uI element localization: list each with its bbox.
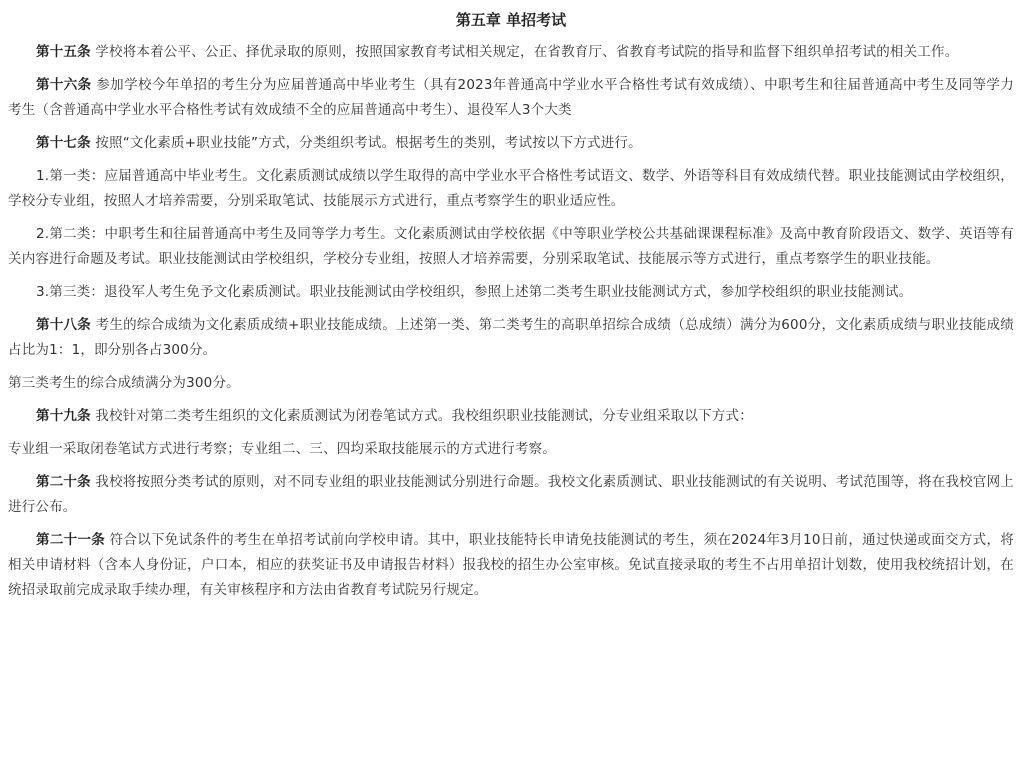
paragraph [8, 371, 1014, 396]
paragraph [8, 222, 1014, 272]
paragraph [8, 528, 1014, 603]
chapter-title: 第五章 单招考试 [455, 11, 567, 29]
article-number: 第十七条 [36, 135, 91, 151]
paragraph-text: 3.第三类：退役军人考生免予文化素质测试。职业技能测试由学校组织，参照上述第二类考生职业技能测试方式，参加学校组织的职业技能测试。 [36, 284, 913, 300]
paragraph-text: 我校针对第二类考生组织的文化素质测试为闭卷笔试方式。我校组织职业技能测试，分专业组采取以下方式： [90, 408, 753, 424]
paragraph [8, 313, 1014, 363]
paragraph [8, 404, 1014, 429]
paragraph-text: 1.第一类：应届普通高中毕业考生。文化素质测试成绩以学生取得的高中学业水平合格性考试语文、数学、外语等科目有效成绩代替。职业技能测试由学校组织，学校分专业组，按照人才培养需要，分别采取笔试、技能展示方式进行，重点考察学生的职业适应性。 [8, 168, 1014, 209]
article-number: 第二十条 [36, 474, 91, 490]
document-body [8, 40, 1014, 603]
paragraph-text: 按照“文化素质+职业技能”方式，分类组织考试。根据考生的类别，考试按以下方式进行。 [90, 135, 642, 151]
paragraph-text: 我校将按照分类考试的原则，对不同专业组的职业技能测试分别进行命题。我校文化素质测试、职业技能测试的有关说明、考试范围等，将在我校官网上进行公布。 [8, 474, 1015, 515]
paragraph [8, 164, 1014, 214]
paragraph-text: 专业组一采取闭卷笔试方式进行考察；专业组二、三、四均采取技能展示的方式进行考察。 [8, 441, 556, 457]
paragraph-text: 2.第二类：中职考生和往届普通高中考生及同等学力考生。文化素质测试由学校依据《中等职业学校公共基础课课程标准》及高中教育阶段语文、数学、英语等有关内容进行命题及考试。职业技能测试由学校组织，学校分专业组，按照人才培养需要，分别采取笔试、技能展示等方式进行，重点考察学生的职业技能。 [8, 226, 1014, 267]
article-number: 第十五条 [36, 44, 91, 60]
paragraph [8, 437, 1014, 462]
paragraph-text: 符合以下免试条件的考生在单招考试前向学校申请。其中，职业技能特长申请免技能测试的考生，须在2024年3月10日前，通过快递或面交方式，将相关申请材料（含本人身份证，户口本，相应的获奖证书及申请报告材料）报我校的招生办公室审核。免试直接录取的考生不占用单招计划数，使用我校统招计划，在统招录取前完成录取手续办理，有关审核程序和方法由省教育考试院另行规定。 [8, 532, 1015, 598]
article-number: 第十九条 [36, 408, 91, 424]
article-number: 第十六条 [36, 77, 92, 93]
paragraph [8, 131, 1014, 156]
paragraph [8, 40, 1014, 65]
paragraph-text: 参加学校今年单招的考生分为应届普通高中毕业考生（具有2023年普通高中学业水平合格性考试有效成绩）、中职考生和往届普通高中考生及同等学力考生（含普通高中学业水平合格性考试有效成绩不全的应届普通高中考生）、退役军人3个大类 [8, 77, 1014, 118]
paragraph-text: 考生的综合成绩为文化素质成绩+职业技能成绩。上述第一类、第二类考生的高职单招综合成绩（总成绩）满分为600分，文化素质成绩与职业技能成绩占比为1：1，即分别各占300分。 [8, 317, 1014, 358]
paragraph-text: 学校将本着公平、公正、择优录取的原则，按照国家教育考试相关规定，在省教育厅、省教育考试院的指导和监督下组织单招考试的相关工作。 [90, 44, 959, 60]
article-number: 第二十一条 [36, 532, 106, 548]
paragraph [8, 470, 1014, 520]
paragraph-text: 第三类考生的综合成绩满分为300分。 [8, 375, 240, 391]
paragraph [8, 73, 1014, 123]
paragraph [8, 280, 1014, 305]
article-number: 第十八条 [36, 317, 92, 333]
